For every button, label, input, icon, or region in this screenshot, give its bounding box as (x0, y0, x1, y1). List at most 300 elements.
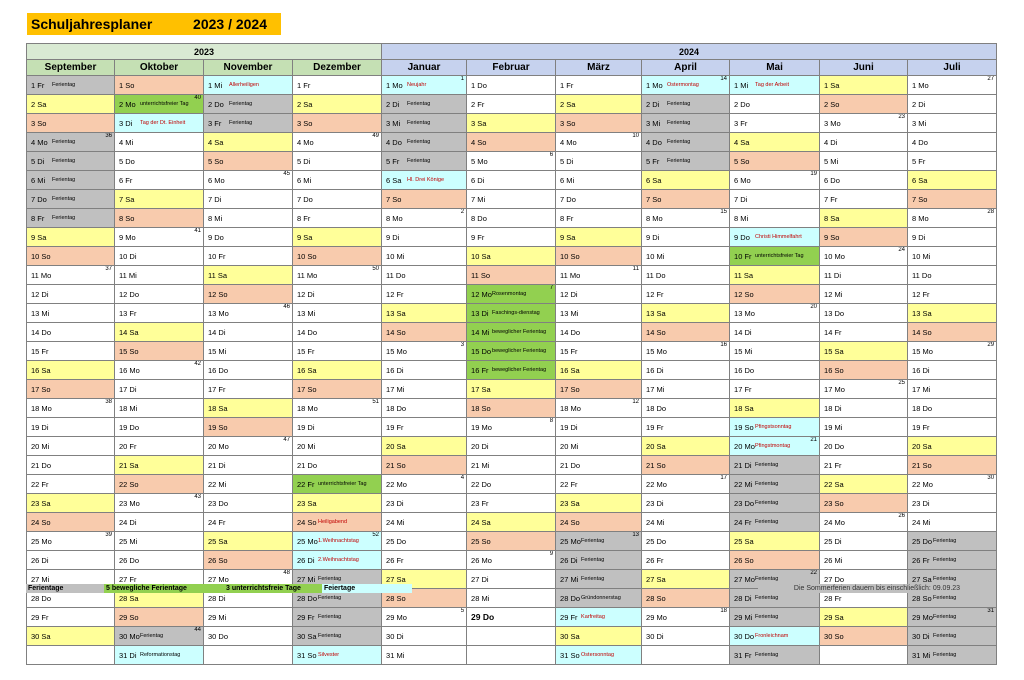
day-cell[interactable] (556, 532, 642, 551)
day-cell[interactable] (293, 76, 382, 95)
day-cell[interactable] (556, 133, 642, 152)
day-cell[interactable] (642, 475, 730, 494)
day-cell[interactable] (115, 190, 204, 209)
day-cell[interactable] (556, 380, 642, 399)
day-cell[interactable] (820, 171, 908, 190)
day-cell[interactable] (642, 304, 730, 323)
day-cell[interactable] (556, 323, 642, 342)
day-cell[interactable] (908, 133, 997, 152)
day-cell[interactable] (820, 285, 908, 304)
day-cell[interactable] (820, 475, 908, 494)
day-cell[interactable] (27, 209, 115, 228)
day-cell[interactable] (642, 646, 730, 665)
day-cell[interactable] (115, 380, 204, 399)
day-cell[interactable] (27, 627, 115, 646)
day-cell[interactable] (115, 152, 204, 171)
day-cell[interactable] (820, 209, 908, 228)
day-cell[interactable] (908, 247, 997, 266)
day-cell[interactable] (382, 133, 467, 152)
day-cell[interactable] (467, 285, 556, 304)
day-cell[interactable] (820, 380, 908, 399)
day-cell[interactable] (642, 589, 730, 608)
day-cell[interactable] (382, 247, 467, 266)
day-cell[interactable] (115, 76, 204, 95)
day-cell[interactable] (820, 513, 908, 532)
day-cell[interactable] (467, 437, 556, 456)
day-cell[interactable] (642, 76, 730, 95)
day-cell[interactable] (730, 342, 820, 361)
day-cell[interactable] (27, 133, 115, 152)
day-cell[interactable] (730, 646, 820, 665)
day-cell[interactable] (820, 114, 908, 133)
day-cell[interactable] (204, 456, 293, 475)
day-cell[interactable] (293, 171, 382, 190)
day-cell[interactable] (115, 399, 204, 418)
day-cell[interactable] (642, 570, 730, 589)
day-cell[interactable] (730, 361, 820, 380)
day-cell[interactable] (556, 114, 642, 133)
day-cell[interactable] (730, 418, 820, 437)
day-cell[interactable] (730, 456, 820, 475)
day-cell[interactable] (556, 570, 642, 589)
day-cell[interactable] (293, 380, 382, 399)
day-cell[interactable] (382, 95, 467, 114)
day-cell[interactable] (908, 76, 997, 95)
day-cell[interactable] (115, 285, 204, 304)
day-cell[interactable] (908, 190, 997, 209)
day-cell[interactable] (908, 456, 997, 475)
day-cell[interactable] (115, 456, 204, 475)
day-cell[interactable] (556, 95, 642, 114)
day-cell[interactable] (642, 209, 730, 228)
day-cell[interactable] (293, 285, 382, 304)
day-cell[interactable] (27, 76, 115, 95)
day-cell[interactable] (293, 266, 382, 285)
day-cell[interactable] (467, 304, 556, 323)
day-cell[interactable] (27, 323, 115, 342)
day-cell[interactable] (204, 133, 293, 152)
day-cell[interactable] (730, 475, 820, 494)
day-cell[interactable] (27, 437, 115, 456)
day-cell[interactable] (382, 532, 467, 551)
day-cell[interactable] (204, 494, 293, 513)
day-cell[interactable] (730, 171, 820, 190)
day-cell[interactable] (642, 285, 730, 304)
day-cell[interactable] (115, 323, 204, 342)
day-cell[interactable] (293, 608, 382, 627)
day-cell[interactable] (556, 209, 642, 228)
day-cell[interactable] (908, 285, 997, 304)
day-cell[interactable] (293, 456, 382, 475)
day-cell[interactable] (115, 437, 204, 456)
day-cell[interactable] (382, 228, 467, 247)
day-cell[interactable] (27, 95, 115, 114)
day-cell[interactable] (382, 323, 467, 342)
day-cell[interactable] (27, 513, 115, 532)
day-cell[interactable] (115, 171, 204, 190)
day-cell[interactable] (467, 475, 556, 494)
day-cell[interactable] (908, 380, 997, 399)
day-cell[interactable] (820, 418, 908, 437)
day-cell[interactable] (293, 418, 382, 437)
day-cell[interactable] (730, 209, 820, 228)
day-cell[interactable] (556, 437, 642, 456)
day-cell[interactable] (556, 551, 642, 570)
day-cell[interactable] (820, 361, 908, 380)
day-cell[interactable] (556, 494, 642, 513)
day-cell[interactable] (642, 95, 730, 114)
day-cell[interactable] (820, 323, 908, 342)
day-cell[interactable] (204, 95, 293, 114)
day-cell[interactable] (642, 551, 730, 570)
day-cell[interactable] (467, 114, 556, 133)
day-cell[interactable] (293, 551, 382, 570)
day-cell[interactable] (382, 76, 467, 95)
day-cell[interactable] (908, 646, 997, 665)
day-cell[interactable] (642, 494, 730, 513)
day-cell[interactable] (467, 190, 556, 209)
day-cell[interactable] (382, 209, 467, 228)
day-cell[interactable] (908, 114, 997, 133)
day-cell[interactable] (642, 532, 730, 551)
day-cell[interactable] (293, 95, 382, 114)
day-cell[interactable] (820, 304, 908, 323)
day-cell[interactable] (556, 475, 642, 494)
day-cell[interactable] (730, 304, 820, 323)
day-cell[interactable] (27, 247, 115, 266)
day-cell[interactable] (293, 627, 382, 646)
day-cell[interactable] (467, 247, 556, 266)
day-cell[interactable] (382, 114, 467, 133)
day-cell[interactable] (908, 475, 997, 494)
day-cell[interactable] (115, 494, 204, 513)
day-cell[interactable] (27, 646, 115, 665)
day-cell[interactable] (820, 342, 908, 361)
day-cell[interactable] (467, 627, 556, 646)
day-cell[interactable] (908, 399, 997, 418)
day-cell[interactable] (293, 361, 382, 380)
day-cell[interactable] (204, 532, 293, 551)
day-cell[interactable] (908, 266, 997, 285)
day-cell[interactable] (27, 456, 115, 475)
day-cell[interactable] (556, 342, 642, 361)
day-cell[interactable] (820, 532, 908, 551)
day-cell[interactable] (293, 133, 382, 152)
day-cell[interactable] (642, 513, 730, 532)
day-cell[interactable] (908, 209, 997, 228)
day-cell[interactable] (908, 228, 997, 247)
day-cell[interactable] (908, 171, 997, 190)
day-cell[interactable] (467, 76, 556, 95)
day-cell[interactable] (467, 551, 556, 570)
day-cell[interactable] (556, 418, 642, 437)
day-cell[interactable] (467, 399, 556, 418)
day-cell[interactable] (293, 152, 382, 171)
day-cell[interactable] (642, 152, 730, 171)
day-cell[interactable] (27, 475, 115, 494)
day-cell[interactable] (908, 494, 997, 513)
day-cell[interactable] (908, 513, 997, 532)
day-cell[interactable] (467, 418, 556, 437)
day-cell[interactable] (27, 190, 115, 209)
day-cell[interactable] (642, 114, 730, 133)
day-cell[interactable] (642, 190, 730, 209)
day-cell[interactable] (820, 494, 908, 513)
day-cell[interactable] (730, 95, 820, 114)
day-cell[interactable] (467, 646, 556, 665)
day-cell[interactable] (204, 114, 293, 133)
day-cell[interactable] (556, 266, 642, 285)
day-cell[interactable] (820, 247, 908, 266)
day-cell[interactable] (204, 228, 293, 247)
day-cell[interactable] (382, 627, 467, 646)
day-cell[interactable] (730, 437, 820, 456)
day-cell[interactable] (204, 285, 293, 304)
day-cell[interactable] (27, 418, 115, 437)
day-cell[interactable] (293, 494, 382, 513)
day-cell[interactable] (556, 513, 642, 532)
day-cell[interactable] (293, 532, 382, 551)
day-cell[interactable] (293, 323, 382, 342)
day-cell[interactable] (115, 551, 204, 570)
day-cell[interactable] (115, 133, 204, 152)
day-cell[interactable] (556, 361, 642, 380)
day-cell[interactable] (820, 608, 908, 627)
day-cell[interactable] (467, 456, 556, 475)
day-cell[interactable] (293, 209, 382, 228)
day-cell[interactable] (115, 266, 204, 285)
day-cell[interactable] (908, 342, 997, 361)
day-cell[interactable] (27, 152, 115, 171)
day-cell[interactable] (204, 361, 293, 380)
day-cell[interactable] (556, 304, 642, 323)
day-cell[interactable] (642, 399, 730, 418)
day-cell[interactable] (293, 399, 382, 418)
day-cell[interactable] (730, 323, 820, 342)
day-cell[interactable] (820, 551, 908, 570)
day-cell[interactable] (467, 323, 556, 342)
day-cell[interactable] (293, 228, 382, 247)
day-cell[interactable] (115, 304, 204, 323)
day-cell[interactable] (556, 646, 642, 665)
day-cell[interactable] (642, 437, 730, 456)
day-cell[interactable] (642, 323, 730, 342)
day-cell[interactable] (467, 608, 556, 627)
day-cell[interactable] (730, 266, 820, 285)
day-cell[interactable] (908, 418, 997, 437)
day-cell[interactable] (730, 494, 820, 513)
day-cell[interactable] (908, 152, 997, 171)
day-cell[interactable] (467, 152, 556, 171)
day-cell[interactable] (115, 209, 204, 228)
day-cell[interactable] (467, 570, 556, 589)
day-cell[interactable] (556, 399, 642, 418)
day-cell[interactable] (115, 418, 204, 437)
day-cell[interactable] (382, 646, 467, 665)
day-cell[interactable] (556, 247, 642, 266)
day-cell[interactable] (115, 228, 204, 247)
day-cell[interactable] (27, 228, 115, 247)
day-cell[interactable] (467, 513, 556, 532)
day-cell[interactable] (730, 608, 820, 627)
day-cell[interactable] (27, 380, 115, 399)
day-cell[interactable] (730, 285, 820, 304)
day-cell[interactable] (908, 323, 997, 342)
day-cell[interactable] (382, 513, 467, 532)
day-cell[interactable] (730, 247, 820, 266)
day-cell[interactable] (27, 608, 115, 627)
day-cell[interactable] (204, 646, 293, 665)
day-cell[interactable] (467, 228, 556, 247)
day-cell[interactable] (467, 342, 556, 361)
day-cell[interactable] (204, 304, 293, 323)
day-cell[interactable] (467, 95, 556, 114)
day-cell[interactable] (908, 551, 997, 570)
day-cell[interactable] (204, 418, 293, 437)
day-cell[interactable] (556, 171, 642, 190)
day-cell[interactable] (820, 627, 908, 646)
day-cell[interactable] (115, 608, 204, 627)
day-cell[interactable] (204, 247, 293, 266)
day-cell[interactable] (293, 437, 382, 456)
day-cell[interactable] (642, 380, 730, 399)
day-cell[interactable] (27, 114, 115, 133)
day-cell[interactable] (115, 114, 204, 133)
day-cell[interactable] (730, 380, 820, 399)
day-cell[interactable] (382, 475, 467, 494)
day-cell[interactable] (204, 171, 293, 190)
day-cell[interactable] (820, 399, 908, 418)
day-cell[interactable] (730, 228, 820, 247)
day-cell[interactable] (293, 475, 382, 494)
day-cell[interactable] (382, 190, 467, 209)
day-cell[interactable] (115, 95, 204, 114)
day-cell[interactable] (820, 646, 908, 665)
day-cell[interactable] (115, 646, 204, 665)
day-cell[interactable] (908, 627, 997, 646)
day-cell[interactable] (467, 266, 556, 285)
day-cell[interactable] (293, 114, 382, 133)
day-cell[interactable] (293, 513, 382, 532)
day-cell[interactable] (730, 133, 820, 152)
day-cell[interactable] (642, 247, 730, 266)
day-cell[interactable] (730, 76, 820, 95)
day-cell[interactable] (27, 532, 115, 551)
day-cell[interactable] (820, 95, 908, 114)
day-cell[interactable] (467, 209, 556, 228)
day-cell[interactable] (908, 95, 997, 114)
day-cell[interactable] (642, 133, 730, 152)
day-cell[interactable] (293, 247, 382, 266)
day-cell[interactable] (820, 152, 908, 171)
day-cell[interactable] (382, 380, 467, 399)
day-cell[interactable] (556, 285, 642, 304)
day-cell[interactable] (908, 437, 997, 456)
day-cell[interactable] (556, 76, 642, 95)
day-cell[interactable] (27, 551, 115, 570)
day-cell[interactable] (382, 266, 467, 285)
day-cell[interactable] (27, 361, 115, 380)
day-cell[interactable] (382, 361, 467, 380)
day-cell[interactable] (382, 304, 467, 323)
day-cell[interactable] (204, 513, 293, 532)
day-cell[interactable] (642, 171, 730, 190)
day-cell[interactable] (556, 190, 642, 209)
day-cell[interactable] (642, 266, 730, 285)
day-cell[interactable] (820, 133, 908, 152)
day-cell[interactable] (467, 589, 556, 608)
day-cell[interactable] (204, 190, 293, 209)
day-cell[interactable] (293, 646, 382, 665)
day-cell[interactable] (908, 304, 997, 323)
day-cell[interactable] (115, 513, 204, 532)
day-cell[interactable] (820, 437, 908, 456)
day-cell[interactable] (382, 456, 467, 475)
day-cell[interactable] (382, 608, 467, 627)
day-cell[interactable] (556, 627, 642, 646)
day-cell[interactable] (27, 399, 115, 418)
day-cell[interactable] (204, 209, 293, 228)
day-cell[interactable] (908, 608, 997, 627)
day-cell[interactable] (204, 399, 293, 418)
day-cell[interactable] (467, 380, 556, 399)
day-cell[interactable] (204, 437, 293, 456)
day-cell[interactable] (115, 475, 204, 494)
day-cell[interactable] (204, 551, 293, 570)
day-cell[interactable] (730, 152, 820, 171)
day-cell[interactable] (382, 418, 467, 437)
day-cell[interactable] (382, 399, 467, 418)
day-cell[interactable] (642, 418, 730, 437)
day-cell[interactable] (730, 190, 820, 209)
day-cell[interactable] (382, 171, 467, 190)
day-cell[interactable] (27, 266, 115, 285)
day-cell[interactable] (204, 475, 293, 494)
day-cell[interactable] (382, 437, 467, 456)
day-cell[interactable] (908, 361, 997, 380)
day-cell[interactable] (27, 285, 115, 304)
day-cell[interactable] (115, 247, 204, 266)
day-cell[interactable] (382, 285, 467, 304)
day-cell[interactable] (642, 627, 730, 646)
day-cell[interactable] (204, 76, 293, 95)
day-cell[interactable] (642, 228, 730, 247)
day-cell[interactable] (204, 323, 293, 342)
day-cell[interactable] (556, 228, 642, 247)
day-cell[interactable] (382, 494, 467, 513)
day-cell[interactable] (382, 551, 467, 570)
day-cell[interactable] (293, 304, 382, 323)
day-cell[interactable] (556, 608, 642, 627)
day-cell[interactable] (293, 190, 382, 209)
day-cell[interactable] (556, 589, 642, 608)
day-cell[interactable] (27, 304, 115, 323)
day-cell[interactable] (115, 361, 204, 380)
day-cell[interactable] (820, 76, 908, 95)
day-cell[interactable] (467, 171, 556, 190)
day-cell[interactable] (642, 608, 730, 627)
day-cell[interactable] (556, 456, 642, 475)
day-cell[interactable] (730, 627, 820, 646)
day-cell[interactable] (642, 342, 730, 361)
day-cell[interactable] (820, 190, 908, 209)
day-cell[interactable] (820, 266, 908, 285)
day-cell[interactable] (293, 342, 382, 361)
day-cell[interactable] (642, 456, 730, 475)
day-cell[interactable] (556, 152, 642, 171)
day-cell[interactable] (204, 380, 293, 399)
day-cell[interactable] (642, 361, 730, 380)
